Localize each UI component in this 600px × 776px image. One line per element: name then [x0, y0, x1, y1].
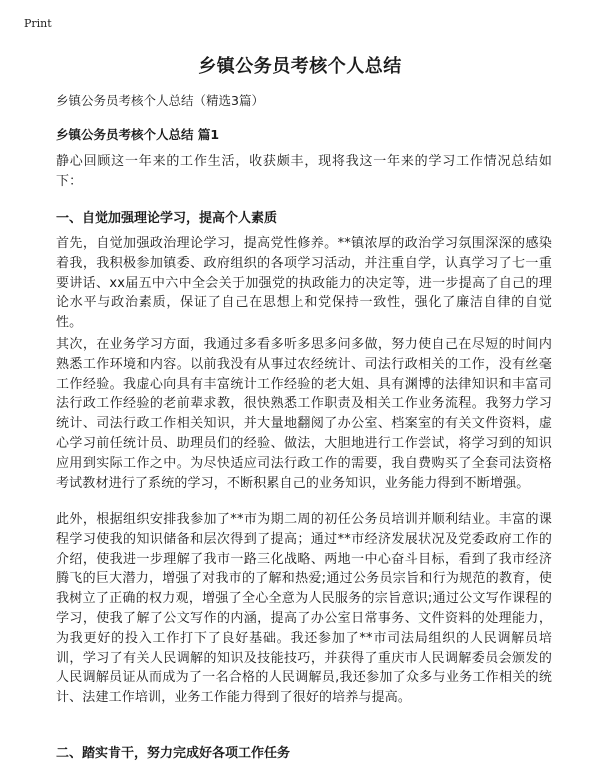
- intro-paragraph: 静心回顾这一年来的工作生活，收获颇丰，现将我这一年来的学习工作情况总结如下：: [56, 154, 552, 189]
- paragraph-3: 此外，根据组织安排我参加了**市为期二周的初任公务员培训并顺利结业。丰富的课程学习使我的知识储备和层次得到了提高；通过**市经济发展状况及党委政府工作的介绍，使我进一步理解了我市一路三化战略、两地一中心奋斗目标，看到了我市经济腾飞的巨大潜力，增强了对我市的了解和热爱;通过公务员宗旨和行为规范的教育，使我树立了正确的权力观，增强了全心全意为人民服务的宗旨意识;通过公文写作课程的学习，使我了解了公文写作的内涵，提高了办公室日常事务、文件资料的处理能力，为我更好的投入工作打下了良好基础。我还参加了**市司法局组织的人民调解员培训，学习了有关人民调解的知识及技能技巧，并获得了重庆市人民调解委员会颁发的人民调解员证从而成为了一名合格的人民调解员,我还参加了众多与业务工作相关的统计、法建工作培训，业务工作能力得到了很好的培养与提高。: [56, 512, 552, 706]
- document-subtitle: 乡镇公务员考核个人总结（精选3篇）: [56, 93, 264, 108]
- print-link[interactable]: Print: [24, 17, 52, 30]
- heading-2: 二、踏实肯干，努力完成好各项工作任务: [56, 746, 291, 761]
- heading-1: 一、自觉加强理论学习，提高个人素质: [56, 211, 278, 226]
- paragraph-2: 其次，在业务学习方面，我通过多看多听多思多问多做，努力使自己在尽短的时间内熟悉工作环境和内容。以前我没有从事过农经统计、司法行政相关的工作，没有丝毫工作经验。我虚心向具有丰富统计工作经验的老大姐、具有渊博的法律知识和丰富司法行政工作经验的老前辈求教，很快熟悉工作职责及相关工作业务流程。我努力学习统计、司法行政工作相关知识，并大量地翻阅了办公室、档案室的有关文件资料，虚心学习前任统计员、助理员们的经验、做法，大胆地进行工作尝试，将学习到的知识应用到实际工作之中。为尽快适应司法行政工作的需要，我自费购买了全套司法资格考试教材进行了系统的学习，不断积累自己的业务知识，业务能力得到不断增强。: [56, 337, 552, 491]
- document-title: 乡镇公务员考核个人总结: [198, 56, 402, 77]
- paragraph-1: 首先，自觉加强政治理论学习，提高党性修养。**镇浓厚的政治学习氛围深深的感染着我，我积极参加镇委、政府组织的各项学习活动，并注重自学，认真学习了七一重要讲话、xx届五中六中全会关于加强党的执政能力的决定等，进一步提高了自己的理论水平与政治素质，保证了自己在思想上和党保持一致性，强化了廉洁自律的自觉性。: [56, 236, 552, 331]
- section-heading: 乡镇公务员考核个人总结 篇1: [56, 127, 220, 142]
